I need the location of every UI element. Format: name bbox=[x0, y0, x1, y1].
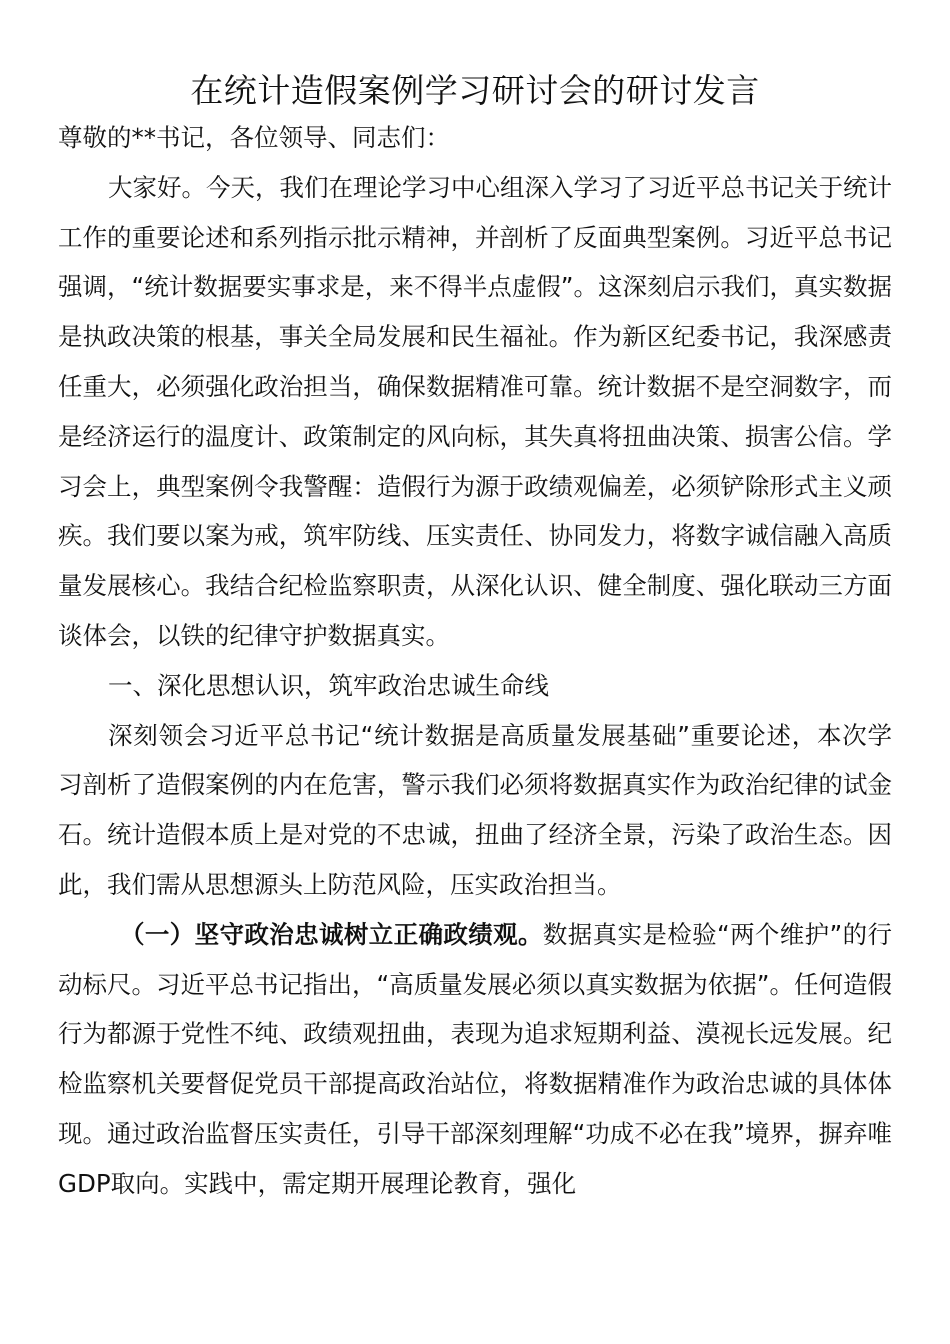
section-one-paragraph: 深刻领会习近平总书记“统计数据是高质量发展基础”重要论述，本次学习剖析了造假案例的内在危害，警示我们必须将数据真实作为政治纪律的试金石。统计造假本质上是对党的不忠诚，扭曲了经济全景，污染了政治生态。因此，我们需从思想源头上防范风险，压实政治担当。 bbox=[58, 720, 892, 899]
document-title: 在统计造假案例学习研讨会的研讨发言 bbox=[190, 71, 760, 110]
document-body bbox=[58, 113, 892, 1209]
salutation: 尊敬的**书记，各位领导、同志们： bbox=[58, 123, 450, 152]
subsection-one-body: 数据真实是检验“两个维护”的行动标尺。习近平总书记指出，“高质量发展必须以真实数据为依据”。任何造假行为都源于党性不纯、政绩观扭曲，表现为追求短期利益、漠视长远发展。纪检监察机关要督促党员干部提高政治站位，将数据精准作为政治忠诚的具体体现。通过政治监督压实责任，引导干部深刻理解“功成不必在我”境界，摒弃唯GDP取向。实践中，需定期开展理论教育，强化 bbox=[58, 919, 893, 1198]
section-one-heading: 一、深化思想认识，筑牢政治忠诚生命线 bbox=[108, 670, 549, 700]
subsection-one-heading: （一）坚守政治忠诚树立正确政绩观。 bbox=[120, 919, 543, 949]
subsection-one-paragraph bbox=[58, 910, 892, 1209]
intro-paragraph: 大家好。今天，我们在理论学习中心组深入学习了习近平总书记关于统计工作的重要论述和系列指示批示精神，并剖析了反面典型案例。习近平总书记强调，“统计数据要实事求是，来不得半点虚假”。这深刻启示我们，真实数据是执政决策的根基，事关全局发展和民生福祉。作为新区纪委书记，我深感责任重大，必须强化政治担当，确保数据精准可靠。统计数据不是空洞数字，而是经济运行的温度计、政策制定的风向标，其失真将扭曲决策、损害公信。学习会上，典型案例令我警醒：造假行为源于政绩观偏差，必须铲除形式主义顽疾。我们要以案为戒，筑牢防线、压实责任、协同发力，将数字诚信融入高质量发展核心。我结合纪检监察职责，从深化认识、健全制度、强化联动三方面谈体会，以铁的纪律守护数据真实。 bbox=[58, 172, 892, 650]
